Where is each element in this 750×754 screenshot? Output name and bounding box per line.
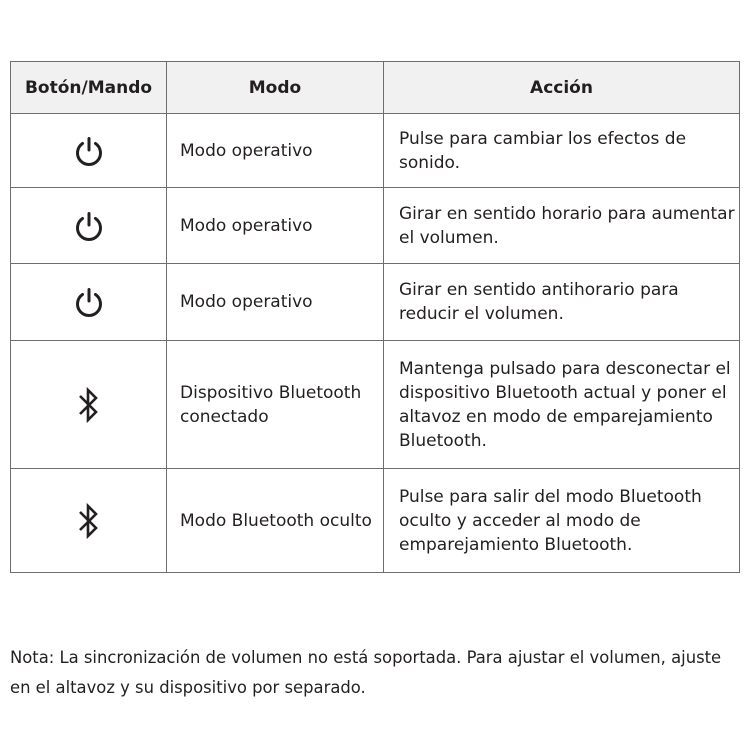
- mode-cell: Modo Bluetooth oculto: [167, 469, 384, 573]
- table-row: [11, 188, 740, 264]
- power-icon: [72, 134, 106, 168]
- button-cell: [11, 469, 167, 573]
- button-cell: [11, 264, 167, 341]
- power-icon: [72, 209, 106, 243]
- volume-sync-note: Nota: La sincronización de volumen no está soportada. Para ajustar el volumen, ajuste en el altavoz y su dispositivo por separado.: [10, 648, 722, 697]
- button-cell: [11, 114, 167, 188]
- action-cell: Girar en sentido horario para aumentar el volumen.: [384, 188, 740, 264]
- header-action: Acción: [384, 62, 740, 114]
- bluetooth-icon: [77, 386, 101, 424]
- bluetooth-icon: [77, 502, 101, 540]
- action-cell: Mantenga pulsado para desconectar el dispositivo Bluetooth actual y poner el altavoz en modo de emparejamiento Bluetooth.: [384, 341, 740, 469]
- action-cell: Girar en sentido antihorario para reducir el volumen.: [384, 264, 740, 341]
- button-cell: [11, 188, 167, 264]
- table-row: [11, 341, 740, 469]
- table-row: [11, 469, 740, 573]
- mode-cell: Modo operativo: [167, 114, 384, 188]
- button-cell: [11, 341, 167, 469]
- table-header-row: [11, 62, 740, 114]
- power-icon: [72, 285, 106, 319]
- action-cell: Pulse para salir del modo Bluetooth oculto y acceder al modo de emparejamiento Bluetooth.: [384, 469, 740, 573]
- mode-cell: Modo operativo: [167, 188, 384, 264]
- header-mode: Modo: [167, 62, 384, 114]
- table-row: [11, 264, 740, 341]
- mode-cell: Modo operativo: [167, 264, 384, 341]
- controls-table: [10, 61, 740, 573]
- action-cell: Pulse para cambiar los efectos de sonido.: [384, 114, 740, 188]
- table-row: [11, 114, 740, 188]
- header-button: Botón/Mando: [11, 62, 167, 114]
- mode-cell: Dispositivo Bluetooth conectado: [167, 341, 384, 469]
